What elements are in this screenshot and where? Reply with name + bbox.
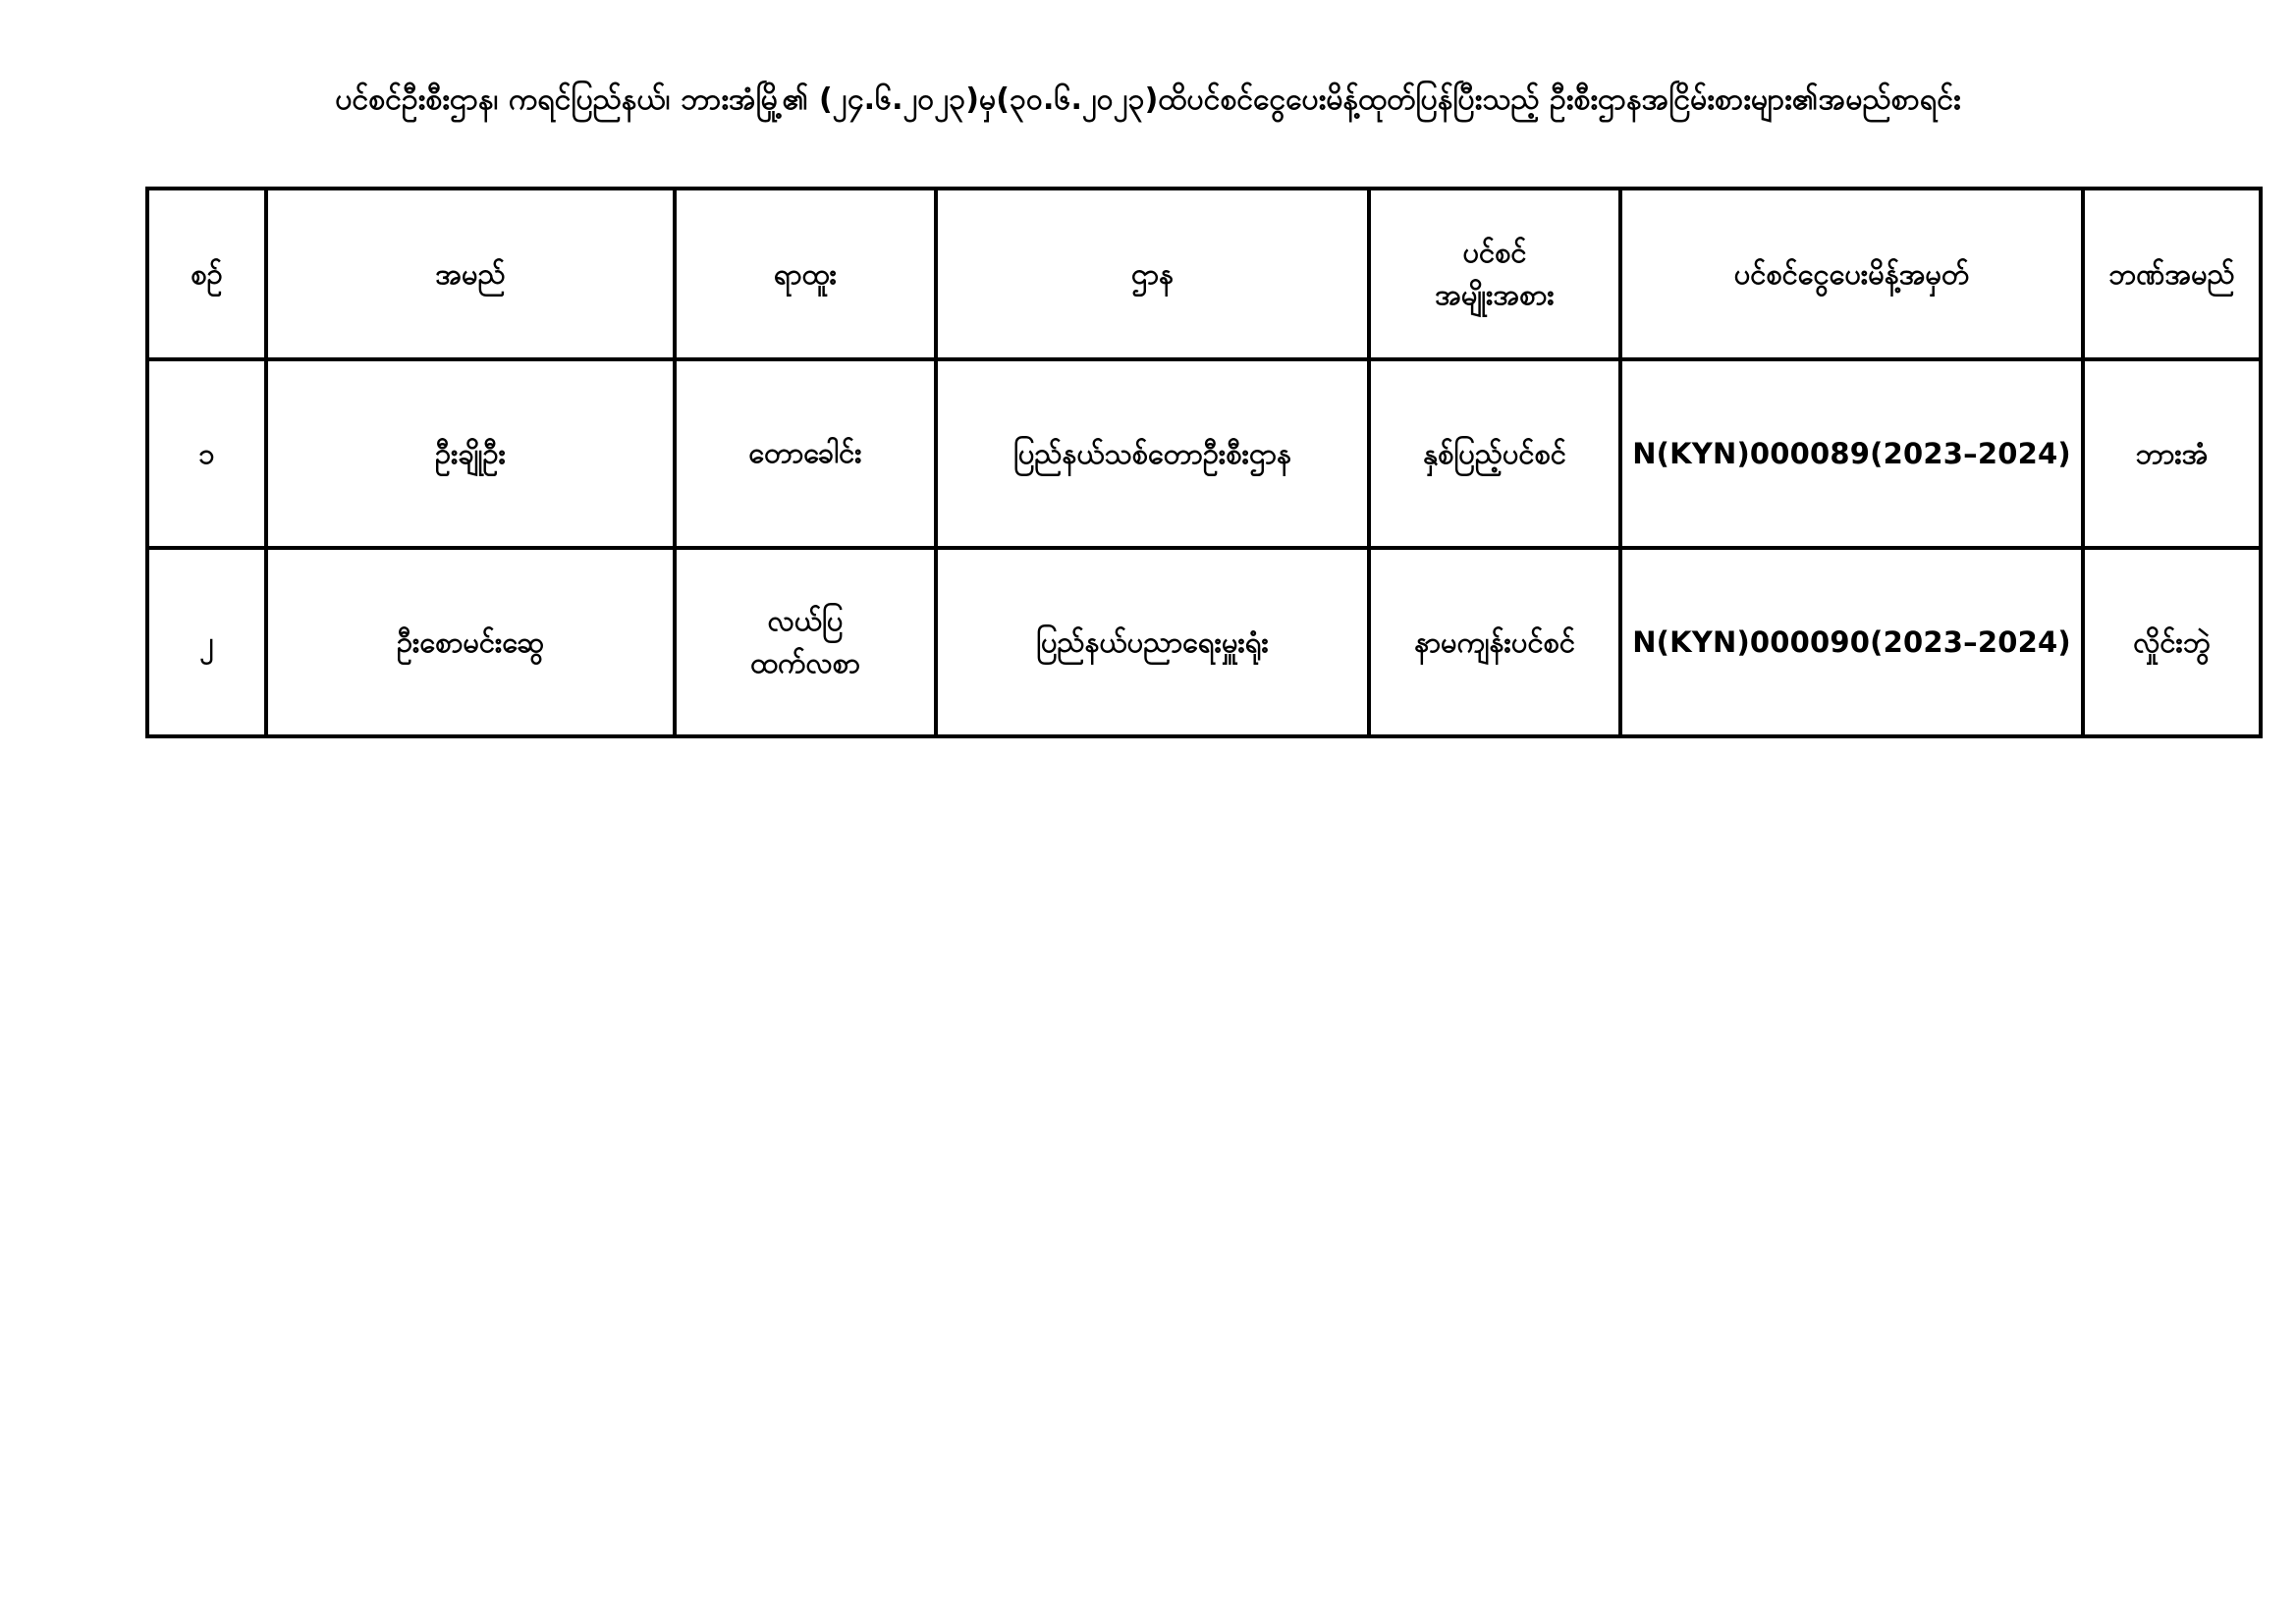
cell-rank [675, 548, 936, 736]
cell-pension-type: နှစ်ပြည့်ပင်စင် [1369, 359, 1620, 548]
cell-bank: လှိုင်းဘွဲ [2083, 548, 2261, 736]
table-header [147, 189, 2261, 359]
cell-pension-type: နာမကျန်းပင်စင် [1369, 548, 1620, 736]
cell-rank-line1: လယ်ပြ [767, 603, 844, 637]
table-row [147, 359, 2261, 548]
table-body [147, 359, 2261, 736]
table-header-row [147, 189, 2261, 359]
column-header-name: အမည် [266, 189, 675, 359]
cell-rank [675, 359, 936, 548]
page-title: ပင်စင်ဦးစီးဌာန၊ ကရင်ပြည်နယ်၊ ဘားအံမြို့၏ (၂၄.၆.၂၀၂၃)မှ(၃၀.၆.၂၀၂၃)ထိပင်စင်ငွေပေးမိန့်ထုတ်ပြန်ပြီးသည့် ဦးစီးဌာနအငြိမ်းစားများ၏အမည်စာရင်း [335, 82, 1961, 117]
column-header-bank: ဘဏ်အမည် [2083, 189, 2261, 359]
pension-table [145, 187, 2263, 738]
column-header-pension-type-line2: အမျိုးအစား [1435, 278, 1555, 311]
cell-rank-line2: ထက်လစာ [750, 646, 860, 679]
column-header-pension-type-line1: ပင်စင် [1462, 235, 1527, 269]
column-header-voucher-no: ပင်စင်ငွေပေးမိန့်အမှတ် [1620, 189, 2083, 359]
column-header-pension-type [1369, 189, 1620, 359]
cell-department: ပြည်နယ်ပညာရေးမှူးရုံး [936, 548, 1369, 736]
table-row [147, 548, 2261, 736]
cell-bank: ဘားအံ [2083, 359, 2261, 548]
column-header-rank: ရာထူး [675, 189, 936, 359]
column-header-no: စဉ် [147, 189, 266, 359]
cell-no: ၁ [147, 359, 266, 548]
cell-rank-line1: တောခေါင်း [748, 436, 862, 470]
cell-department: ပြည်နယ်သစ်တောဦးစီးဌာန [936, 359, 1369, 548]
cell-name: ဦးစောမင်းဆွေ [266, 548, 675, 736]
cell-name: ဦးချိုဦး [266, 359, 675, 548]
cell-no: ၂ [147, 548, 266, 736]
column-header-department: ဌာန [936, 189, 1369, 359]
cell-voucher-no: N(KYN)000089(2023–2024) [1620, 359, 2083, 548]
pension-table-container [145, 187, 2235, 738]
cell-voucher-no: N(KYN)000090(2023–2024) [1620, 548, 2083, 736]
